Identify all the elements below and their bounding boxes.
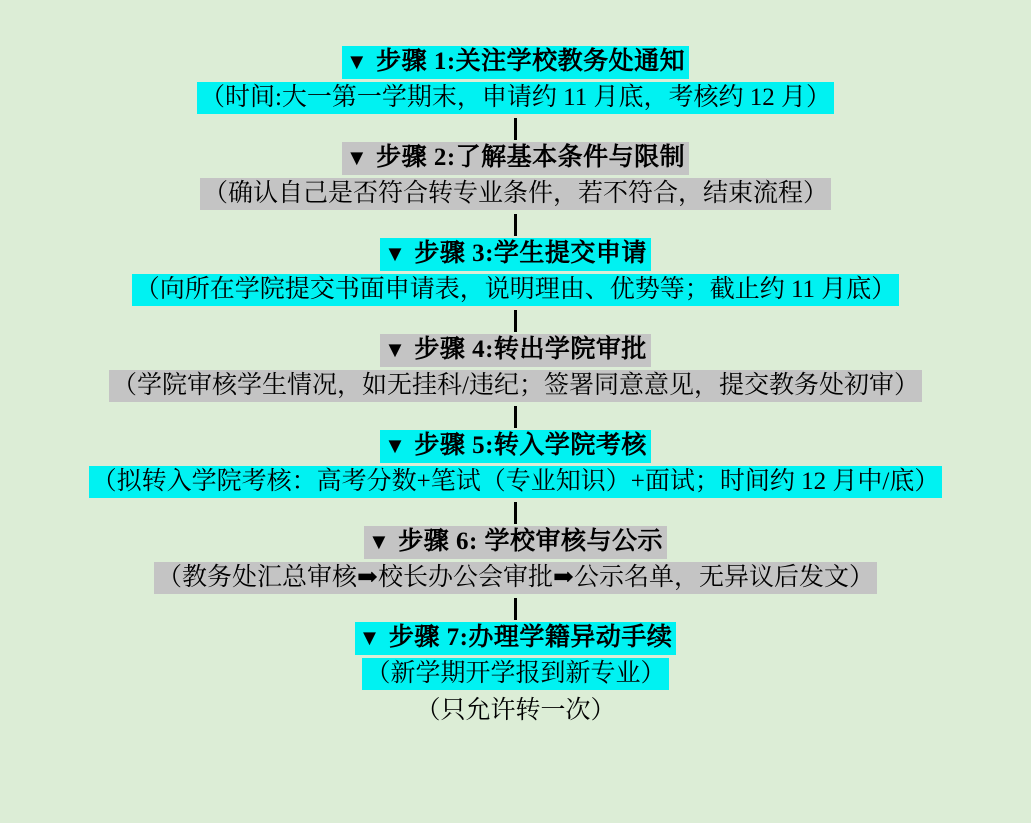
- connector-5-6: [514, 502, 517, 524]
- step-4-title: [380, 334, 651, 367]
- step-2-desc: （确认自己是否符合转专业条件，若不符合，结束流程）: [200, 178, 831, 211]
- tail-note: （只允许转一次）: [415, 697, 616, 724]
- step-6-title: [364, 526, 667, 559]
- step-6-desc: （教务处汇总审核➡校长办公会审批➡公示名单，无异议后发文）: [154, 562, 877, 595]
- triangle-down-icon: ▼: [367, 529, 391, 554]
- step-1-title: [342, 46, 689, 79]
- step-5-title-text: 步骤 5:转入学院考核: [414, 432, 647, 459]
- flow-step-2: [200, 142, 831, 210]
- triangle-down-icon: ▼: [345, 49, 369, 74]
- flow-step-3: [132, 238, 900, 306]
- triangle-down-icon: ▼: [345, 145, 369, 170]
- step-7-title-text: 步骤 7:办理学籍异动手续: [388, 624, 673, 651]
- connector-6-7: [514, 598, 517, 620]
- flow-step-5: [89, 430, 943, 498]
- flow-step-6: [154, 526, 877, 594]
- flow-step-4: [109, 334, 922, 402]
- step-4-title-text: 步骤 4:转出学院审批: [414, 336, 647, 363]
- triangle-down-icon: ▼: [384, 337, 407, 362]
- step-2-title-text: 步骤 2:了解基本条件与限制: [376, 144, 686, 171]
- triangle-down-icon: ▼: [384, 241, 407, 266]
- step-5-desc: （拟转入学院考核：高考分数+笔试（专业知识）+面试；时间约 12 月中/底）: [89, 466, 943, 499]
- connector-2-3: [514, 214, 517, 236]
- connector-3-4: [514, 310, 517, 332]
- step-3-desc: （向所在学院提交书面申请表，说明理由、优势等；截止约 11 月底）: [132, 274, 900, 307]
- step-3-title: [380, 238, 651, 271]
- step-7-title: [355, 622, 677, 655]
- connector-1-2: [514, 118, 517, 140]
- step-6-title-text: 步骤 6: 学校审核与公示: [398, 528, 664, 555]
- step-5-title: [380, 430, 651, 463]
- step-1-title-text: 步骤 1:关注学校教务处通知: [376, 48, 686, 75]
- connector-4-5: [514, 406, 517, 428]
- flow-step-1: [197, 46, 834, 114]
- step-4-desc: （学院审核学生情况，如无挂科/违纪；签署同意意见，提交教务处初审）: [109, 370, 922, 403]
- triangle-down-icon: ▼: [384, 433, 407, 458]
- triangle-down-icon: ▼: [358, 625, 381, 650]
- step-7-desc: （新学期开学报到新专业）: [362, 658, 668, 691]
- flow-step-7: [355, 622, 677, 690]
- step-3-title-text: 步骤 3:学生提交申请: [414, 240, 647, 267]
- step-1-desc: （时间:大一第一学期末，申请约 11 月底，考核约 12 月）: [197, 82, 834, 115]
- step-2-title: [342, 142, 689, 175]
